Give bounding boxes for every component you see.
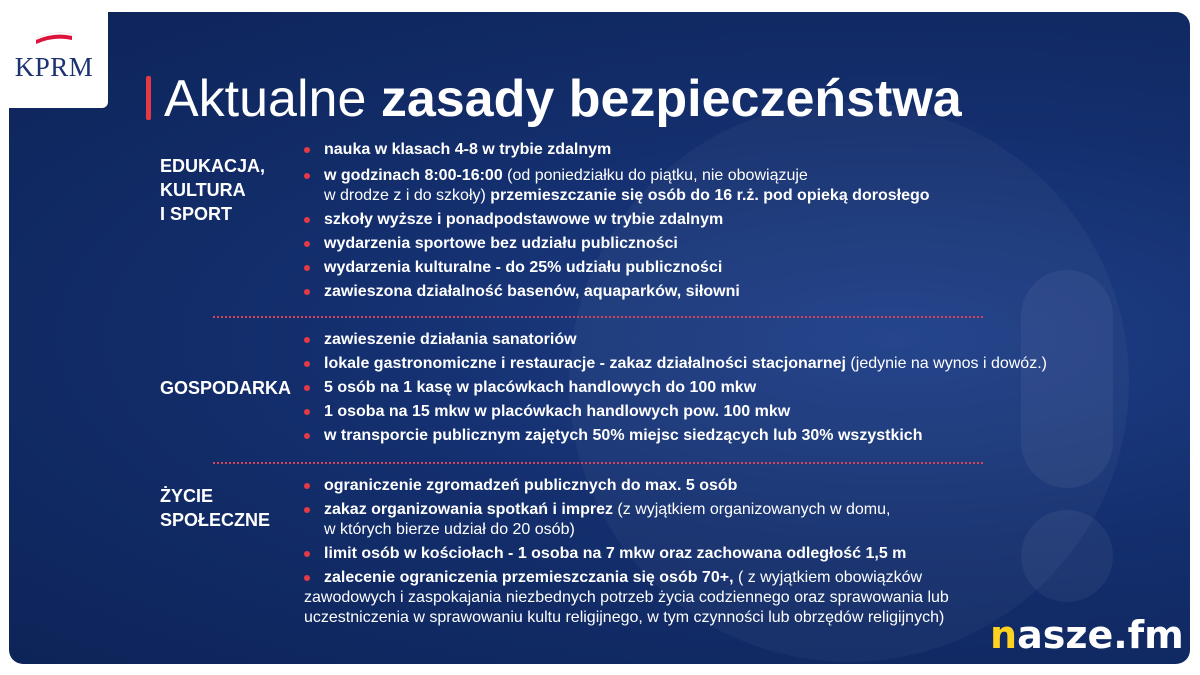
bullet-icon [304,409,310,415]
list-item [304,402,1124,422]
economy-list [304,330,1124,446]
bullet-icon [304,265,310,271]
logo-text: KPRM [14,52,94,82]
list-item-text: nauka w klasach 4-8 w trybie zdalnym [324,141,612,158]
bullet-icon [304,241,310,247]
watermark-n: n [990,613,1018,657]
bullet-icon [304,483,310,489]
bullet-icon [304,337,310,343]
section-divider [213,316,983,318]
list-item [304,282,1124,302]
list-item [304,544,1124,564]
list-item-text: 5 osób na 1 kasę w placówkach handlowych do 100 mkw [324,379,757,396]
section-divider [213,462,983,464]
title-bold: zasady bezpieczeństwa [380,70,962,128]
list-item [304,258,1124,278]
category-education-line: I SPORT [160,204,233,224]
list-item [304,500,1124,540]
list-item [304,378,1124,398]
polish-flag-icon [34,30,74,44]
bullet-icon [304,507,310,513]
bullet-icon [304,433,310,439]
category-economy: GOSPODARKA [160,378,292,398]
list-item-text: zawieszenie działania sanatoriów [324,331,577,348]
watermark-nasze-fm [990,613,1190,661]
list-item-text: ograniczenie zgromadzeń publicznych do max. 5 osób [324,477,738,494]
category-education [160,154,265,226]
list-item [304,234,1124,254]
list-item-text-bold: przemieszczanie się osób do 16 r.ż. pod opieką dorosłego [490,187,930,204]
list-item-text: limit osób w kościołach - 1 osoba na 7 mkw oraz zachowana odległość 1,5 m [324,545,907,562]
bullet-icon [304,147,310,153]
category-social-line: SPOŁECZNE [160,510,271,530]
social-list [304,476,1124,628]
list-item-text: uczestniczenia w sprawowaniu kultu religijnego, w tym czynności lub obrzędów religijnych) [304,609,945,626]
list-item-text-bold: zalecenie ograniczenia przemieszczania się osób 70+, [324,569,734,586]
bullet-icon [304,217,310,223]
page-title [164,67,962,131]
education-list [304,140,1124,302]
bullet-icon [304,385,310,391]
list-item [304,210,1124,230]
bullet-icon [304,173,310,179]
list-item-text: w transporcie publicznym zajętych 50% miejsc siedzących lub 30% wszystkich [324,427,923,444]
list-item [304,476,1124,496]
bullet-icon [304,361,310,367]
list-item-text-bold: lokale gastronomiczne i restauracje - zakaz działalności stacjonarnej [324,355,846,372]
category-social [160,484,270,532]
list-item-text: 1 osoba na 15 mkw w placówkach handlowych pow. 100 mkw [324,403,791,420]
list-item-text: (z wyjątkiem organizowanych w domu, [612,501,891,518]
category-social-line: ŻYCIE [160,486,214,506]
bullet-icon [304,289,310,295]
list-item [304,354,1124,374]
list-item-text: zawieszona działalność basenów, aquaparków, siłowni [324,283,740,300]
list-item-text: w drodze z i do szkoły) [324,187,491,204]
list-item-text-bold: zakaz organizowania spotkań i imprez [324,501,613,518]
list-item-text: (jedynie na wynos i dowóz.) [845,355,1047,372]
list-item-text-bold: w godzinach 8:00-16:00 [324,167,503,184]
list-item-text: w których bierze udział do 20 osób) [324,521,575,538]
category-education-line: KULTURA [160,180,246,200]
list-item-text: zawodowych i zaspokajania niezbednych potrzeb życia codziennego oraz sprawowania lub [304,589,949,606]
list-item [304,166,1124,206]
bullet-icon [304,575,310,581]
list-item [304,140,1124,160]
list-item-text: szkoły wyższe i ponadpodstawowe w trybie zdalnym [324,211,724,228]
list-item [304,426,1124,446]
info-panel [9,12,1190,664]
list-item [304,330,1124,350]
kprm-logo [0,0,108,108]
title-accent-bar [146,76,151,120]
list-item-text: wydarzenia sportowe bez udziału publiczności [324,235,678,252]
watermark-rest: asze.fm [1017,613,1184,657]
title-light: Aktualne [164,70,381,128]
list-item-text: ( z wyjątkiem obowiązków [733,569,923,586]
list-item-text: (od poniedziałku do piątku, nie obowiązuje [502,167,808,184]
category-education-line: EDUKACJA, [160,156,266,176]
bullet-icon [304,551,310,557]
list-item-text: wydarzenia kulturalne - do 25% udziału publiczności [324,259,723,276]
